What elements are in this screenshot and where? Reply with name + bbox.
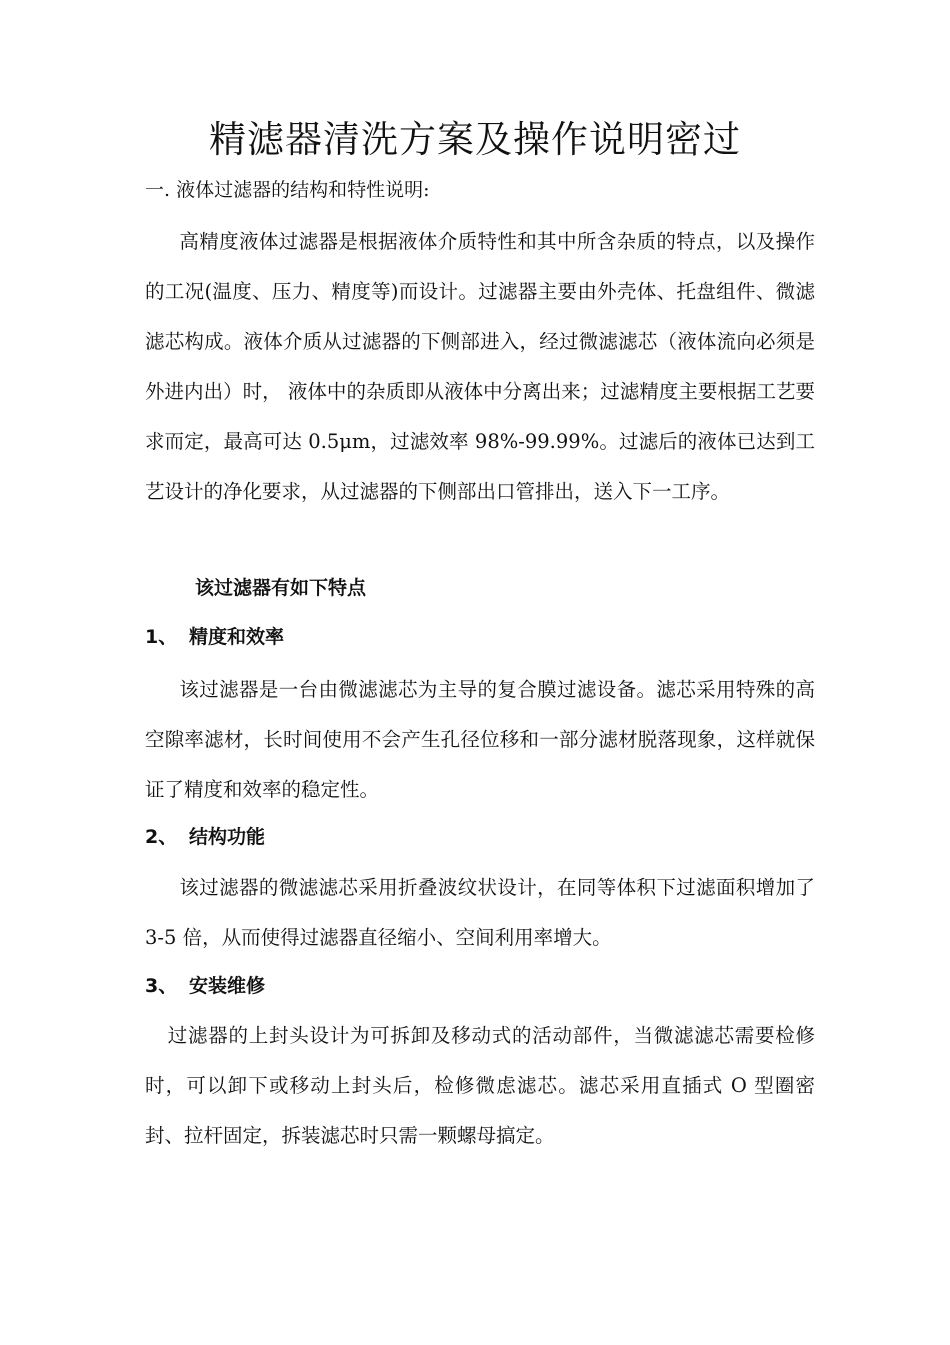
feature-paragraph-1 xyxy=(145,665,815,815)
features-heading: 该过滤器有如下特点 xyxy=(195,577,367,599)
feature-text: 该过滤器的微滤滤芯采用折叠波纹状设计，在同等体积下过滤面积增加了 3-5 倍，从而使得过滤器直径缩小、空间利用率增大。 xyxy=(145,876,815,949)
intro-paragraph xyxy=(145,217,815,517)
feature-title: 安装维修 xyxy=(189,975,266,997)
feature-heading-2 xyxy=(145,817,265,857)
feature-heading-3 xyxy=(145,966,265,1006)
feature-number: 3、 xyxy=(145,975,178,997)
feature-number: 2、 xyxy=(145,826,178,848)
feature-text: 过滤器的上封头设计为可拆卸及移动式的活动部件，当微滤滤芯需要检修时，可以卸下或移动上封头后，检修微虑滤芯。滤芯采用直插式 O 型圈密封、拉杆固定，拆装滤芯时只需一颗螺母搞定。 xyxy=(145,1024,815,1147)
intro-paragraph-text: 高精度液体过滤器是根据液体介质特性和其中所含杂质的特点，以及操作的工况(温度、压力、精度等)而设计。过滤器主要由外壳体、托盘组件、微滤滤芯构成。液体介质从过滤器的下侧部进入，经过微滤滤芯（液体流向必须是外进内出）时， 液体中的杂质即从液体中分离出来；过滤精度主要根据工艺要求而定，最高可达 0.5μm，过滤效率 98%-99.99%。过滤后的液体已达到工艺设计的净化要求，从过滤器的下侧部出口管排出，送入下一工序。 xyxy=(145,230,815,503)
feature-title: 精度和效率 xyxy=(189,626,285,648)
feature-heading-1 xyxy=(145,617,284,657)
feature-number: 1、 xyxy=(145,626,178,648)
feature-text: 该过滤器是一台由微滤滤芯为主导的复合膜过滤设备。滤芯采用特殊的高空隙率滤材，长时间使用不会产生孔径位移和一部分滤材脱落现象，这样就保证了精度和效率的稳定性。 xyxy=(145,678,815,801)
feature-title: 结构功能 xyxy=(189,826,266,848)
section-heading: 一. 液体过滤器的结构和特性说明: xyxy=(145,179,430,201)
feature-paragraph-2 xyxy=(145,863,815,963)
document-title: 精滤器清洗方案及操作说明密过 xyxy=(209,118,741,161)
feature-paragraph-3 xyxy=(145,1011,815,1161)
